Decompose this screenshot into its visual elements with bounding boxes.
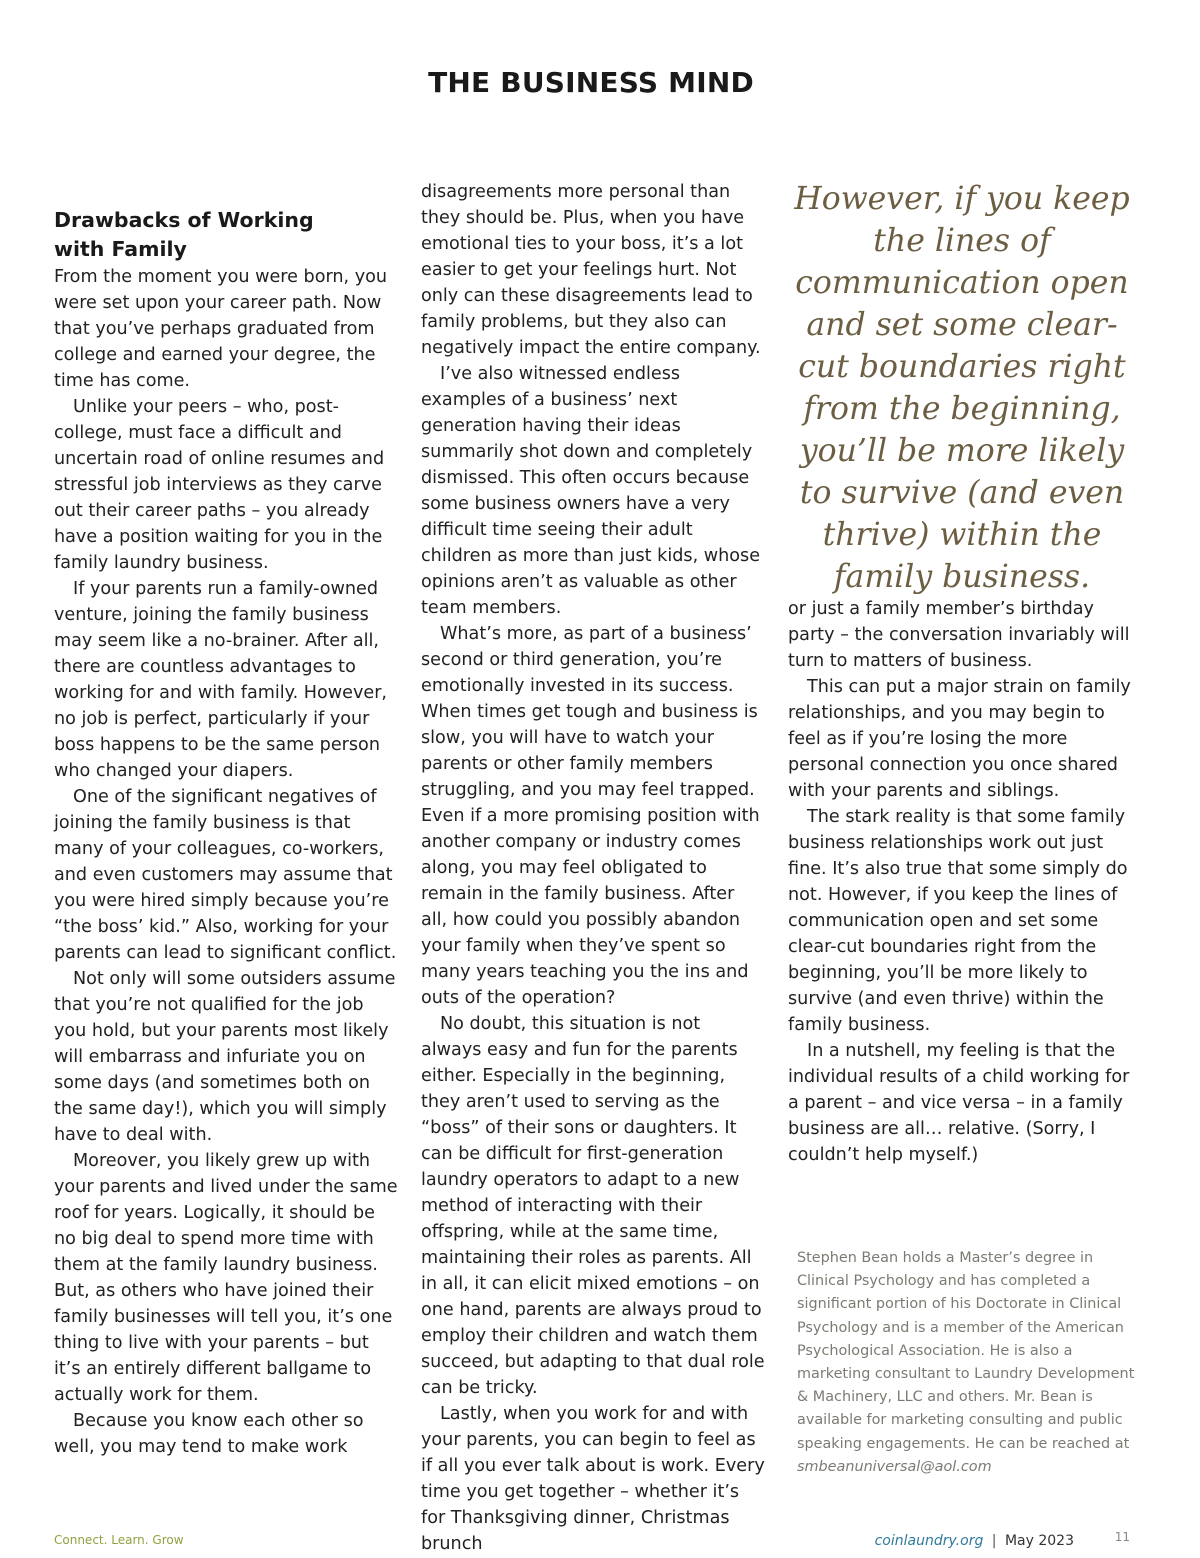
- article-column-3: [788, 596, 1136, 1168]
- article-paragraph: Unlike your peers – who, post-college, must face a difficult and uncertain road of online resumes and stressful job interviews as they carve out their career paths – you already have a position waiting for you in the family laundry business.: [54, 397, 385, 573]
- footer-tagline: Connect. Learn. Grow: [54, 1533, 184, 1547]
- article-paragraph: Not only will some outsiders assume that you’re not qualified for the job you hold, but your parents most likely will embarrass and infuriate you on some days (and sometimes both on the same day!), which you will simply have to deal with.: [54, 969, 396, 1145]
- footer-issue-date: May 2023: [1004, 1533, 1074, 1549]
- author-bio-text: Stephen Bean holds a Master’s degree in Clinical Psychology and has completed a significant portion of his Doctorate in Clinical Psychology and is a member of the American Psychological Association. He is also a marketing consultant to Laundry Development & Machinery, LLC and others. Mr. Bean is available for marketing consulting and public speaking engagements. He can be reached at: [797, 1250, 1135, 1452]
- article-paragraph: One of the significant negatives of joining the family business is that many of your colleagues, co-workers, and even customers may assume that you were hired simply because you’re “the boss’ kid.” Also, working for your parents can lead to significant conflict.: [54, 787, 397, 963]
- article-subhead-line-2: with Family: [54, 237, 187, 261]
- page-number: 11: [1114, 1530, 1130, 1544]
- article-paragraph: Lastly, when you work for and with your parents, you can begin to feel as if all you ever talk about is work. Every time you get together – whether it’s for Thanksgiving dinner, Christmas brunch: [421, 1404, 765, 1554]
- footer-separator: |: [991, 1533, 997, 1549]
- article-column-2: [421, 179, 766, 1557]
- article-paragraph: or just a family member’s birthday party – the conversation invariably will turn to matters of business.: [788, 599, 1130, 671]
- article-paragraph: I’ve also witnessed endless examples of a business’ next generation having their ideas summarily shot down and completely dismissed. This often occurs because some business owners have a very difficult time seeing their adult children as more than just kids, whose opinions aren’t as valuable as other team members.: [421, 364, 761, 618]
- footer-publication-info: [820, 1533, 1074, 1549]
- article-subhead: [54, 206, 399, 264]
- pull-quote: However, if you keep the lines of communication open and set some clear-cut boundaries right from the beginning, you’ll be more likely to survive (and even thrive) within the family business.: [794, 181, 1130, 595]
- article-paragraph: Because you know each other so well, you may tend to make work: [54, 1411, 364, 1457]
- article-paragraph: disagreements more personal than they should be. Plus, when you have emotional ties to your boss, it’s a lot easier to get your feelings hurt. Not only can these disagreements lead to family problems, but they also can negatively impact the entire company.: [421, 182, 761, 358]
- article-subhead-line-1: Drawbacks of Working: [54, 208, 314, 232]
- article-paragraph: What’s more, as part of a business’ second or third generation, you’re emotionally invested in its success. When times get tough and business is slow, you will have to watch your parents or other family members struggling, and you may feel trapped. Even if a more promising position with another company or industry comes along, you may feel obligated to remain in the family business. After all, how could you possibly abandon your family when they’ve spent so many years teaching you the ins and outs of the operation?: [421, 624, 760, 1008]
- article-paragraph: From the moment you were born, you were set upon your career path. Now that you’ve perhaps graduated from college and earned your degree, the time has come.: [54, 267, 388, 391]
- footer-site-link[interactable]: coinlaundry.org: [874, 1533, 984, 1549]
- article-paragraph: Moreover, you likely grew up with your parents and lived under the same roof for years. Logically, it should be no big deal to spend more time with them at the family laundry business. But, as others who have joined their family businesses will tell you, it’s one thing to live with your parents – but it’s an entirely different ballgame to actually work for them.: [54, 1151, 398, 1405]
- article-paragraph: No doubt, this situation is not always easy and fun for the parents either. Especially in the beginning, they aren’t used to serving as the “boss” of their sons or daughters. It can be difficult for first-generation laundry operators to adapt to a new method of interacting with their offspring, while at the same time, maintaining their roles as parents. All in all, it can elicit mixed emotions – on one hand, parents are always proud to employ their children and watch them succeed, but adapting to that dual role can be tricky.: [421, 1014, 765, 1398]
- article-paragraph: The stark reality is that some family business relationships work out just fine. It’s also true that some simply do not. However, if you keep the lines of communication open and set some clear-cut boundaries right from the beginning, you’ll be more likely to survive (and even thrive) within the family business.: [788, 807, 1128, 1035]
- author-email[interactable]: smbeanuniversal@aol.com: [797, 1458, 992, 1475]
- article-paragraph: In a nutshell, my feeling is that the individual results of a child working for a parent – and vice versa – in a family business are all… relative. (Sorry, I couldn’t help myself.): [788, 1041, 1130, 1165]
- article-column-1: [54, 206, 399, 1460]
- article-paragraph: This can put a major strain on family relationships, and you may begin to feel as if you’re losing the more personal connection you once shared with your parents and siblings.: [788, 677, 1131, 801]
- author-bio: [797, 1247, 1145, 1479]
- article-paragraph: If your parents run a family-owned venture, joining the family business may seem like a no-brainer. After all, there are countless advantages to working for and with family. However, no job is perfect, particularly if your boss happens to be the same person who changed your diapers.: [54, 579, 388, 781]
- page-section-title: THE BUSINESS MIND: [428, 66, 754, 99]
